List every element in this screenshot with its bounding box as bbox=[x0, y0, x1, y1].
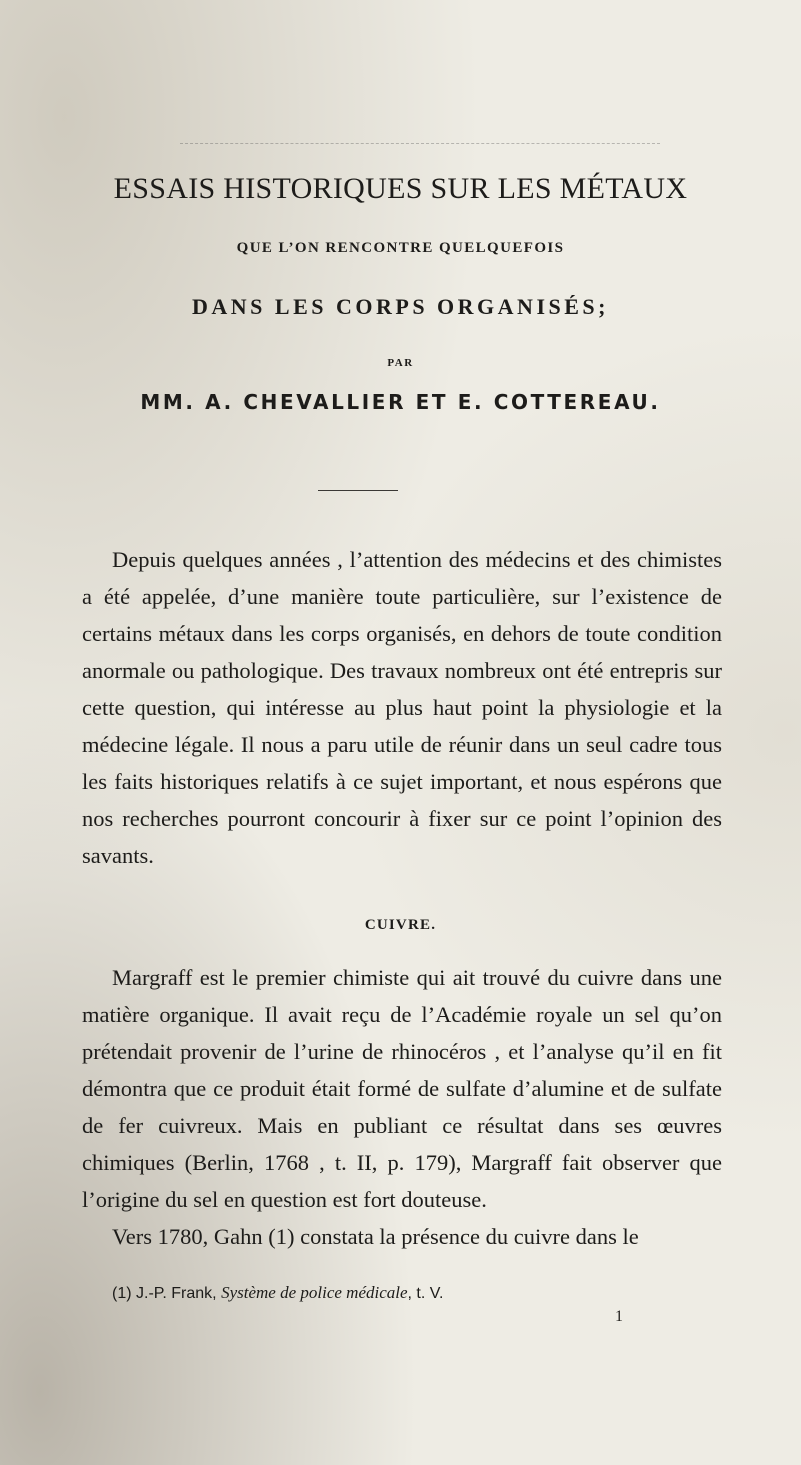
footnote bbox=[112, 1283, 443, 1303]
byline-par: PAR bbox=[387, 357, 414, 369]
authors-line: MM. A. CHEVALLIER ET E. COTTEREAU. bbox=[140, 390, 661, 414]
intro-paragraph: Depuis quelques années , l’attention des médecins et des chimistes a été appelée, d’une manière toute particulière, sur l’existence de certains métaux dans les corps organisés, en dehors de toute condition anormale ou pathologique. Des travaux nombreux ont été entrepris sur cette question, qui intéresse au plus haut point la physiologie et la médecine légale. Il nous a paru utile de réunir dans un seul cadre tous les faits historiques relatifs à ce sujet important, et nous espérons que nos recherches pourront concourir à fixer sur ce point l’opinion des savants. bbox=[82, 547, 722, 868]
footnote-author: (1) J.-P. Frank, bbox=[112, 1285, 217, 1302]
article-title-line-1: ESSAIS HISTORIQUES SUR LES MÉTAUX bbox=[113, 172, 688, 205]
paragraph-margraff: Margraff est le premier chimiste qui ait trouvé du cuivre dans une matière organique. Il avait reçu de l’Académie royale un sel qu’on prétendait provenir de l’urine de rhinocéros , et l’analyse qu’il en fit démontra que ce produit était formé de sulfate d’alumine et de sulfate de fer cuivreux. Mais en publiant ce résultat dans ses œuvres chimiques (Berlin, 1768 , t. II, p. 179), Margraff fait observer que l’origine du sel en question est fort douteuse. bbox=[82, 965, 722, 1212]
footnote-work-title: Système de police médicale bbox=[221, 1283, 408, 1302]
top-decorative-rule bbox=[180, 143, 660, 144]
paragraph-gahn: Vers 1780, Gahn (1) constata la présence du cuivre dans le bbox=[112, 1224, 639, 1249]
page-number: 1 bbox=[615, 1308, 623, 1325]
article-title-line-3: DANS LES CORPS ORGANISÉS; bbox=[192, 294, 609, 319]
section-heading-cuivre: CUIVRE. bbox=[364, 917, 437, 933]
footnote-reference: , t. V. bbox=[407, 1285, 444, 1302]
section-separator-rule bbox=[318, 490, 398, 491]
article-title-line-2: QUE L’ON RENCONTRE QUELQUEFOIS bbox=[236, 240, 565, 256]
